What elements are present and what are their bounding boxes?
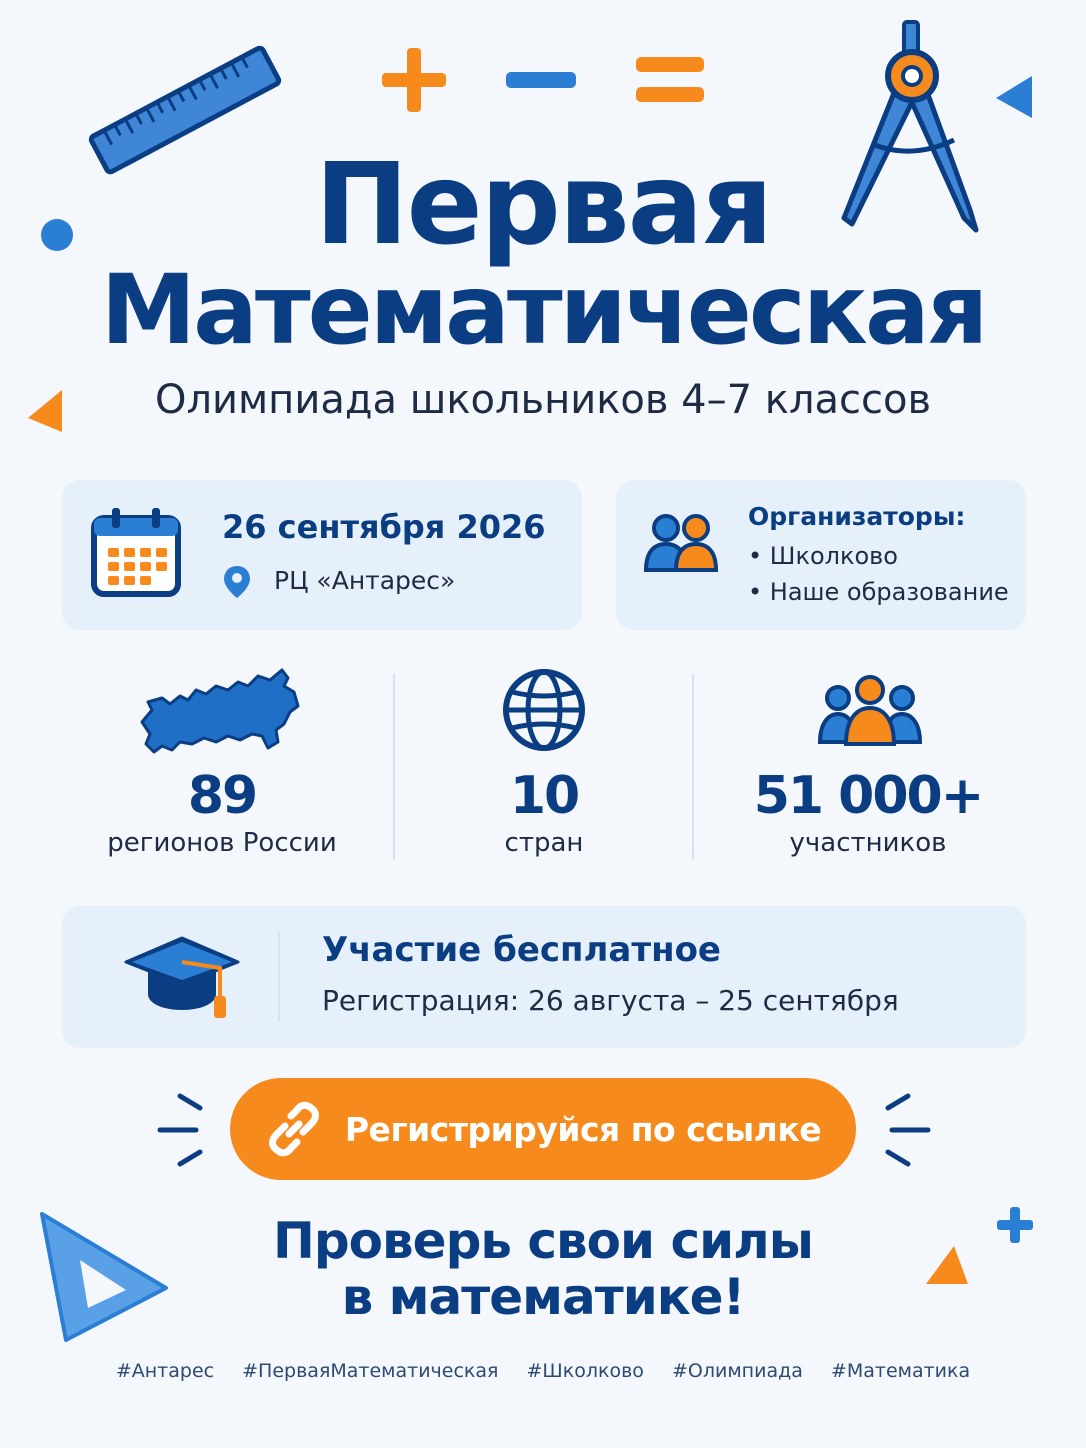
hashtag[interactable]: #Математика [830, 1360, 971, 1382]
event-venue: РЦ «Антарес» [274, 566, 456, 595]
hashtag[interactable]: #Олимпиада [671, 1360, 803, 1382]
graduation-cap-icon [122, 928, 242, 1024]
page-subtitle: Олимпиада школьников 4–7 классов [154, 377, 932, 423]
minus-icon [506, 70, 576, 90]
stat-regions-value: 89 [187, 766, 257, 826]
hashtag[interactable]: #Школково [526, 1360, 644, 1382]
link-icon [265, 1100, 323, 1158]
organizers-card [616, 480, 1026, 630]
register-button[interactable] [230, 1078, 856, 1180]
slogan-line1: Проверь свои силы [273, 1212, 813, 1270]
organizer-item: • Наше образование [748, 578, 1009, 606]
organizers-people-icon [642, 510, 722, 574]
hashtag[interactable]: #Антарес [115, 1360, 215, 1382]
participation-divider [278, 932, 280, 1022]
stats-divider [393, 674, 395, 860]
stat-participants-value: 51 000+ [753, 766, 983, 826]
participation-title: Участие бесплатное [322, 930, 721, 970]
stats-divider [692, 674, 694, 860]
date-card [62, 480, 582, 630]
participation-card [62, 906, 1026, 1048]
globe-icon [502, 668, 586, 752]
hashtag[interactable]: #ПерваяМатематическая [242, 1360, 499, 1382]
stat-regions-label: регионов России [107, 828, 337, 858]
stat-participants-label: участников [789, 828, 947, 858]
stat-countries-value: 10 [509, 766, 579, 826]
equals-icon [636, 55, 704, 107]
stat-countries-label: стран [504, 828, 584, 858]
organizer-item: • Школково [748, 542, 898, 570]
registration-period: Регистрация: 26 августа – 25 сентября [322, 984, 899, 1017]
plus-icon [380, 46, 448, 114]
russia-map-icon [136, 662, 304, 758]
organizers-title: Организаторы: [748, 502, 966, 531]
calendar-icon [90, 506, 182, 598]
event-date: 26 сентября 2026 [222, 508, 546, 546]
hashtags [0, 1360, 1086, 1382]
people-group-icon [818, 674, 922, 746]
register-button-label: Регистрируйся по ссылке [344, 1109, 822, 1149]
sparkle-lines-left-icon [156, 1090, 208, 1170]
slogan-line2: в математике! [341, 1268, 745, 1326]
page-title-line1: Первая [314, 140, 772, 270]
page-title-line2: Математическая [100, 254, 986, 366]
location-pin-icon [222, 564, 252, 600]
triangle-shape-icon [994, 74, 1034, 120]
sparkle-lines-right-icon [880, 1090, 932, 1170]
